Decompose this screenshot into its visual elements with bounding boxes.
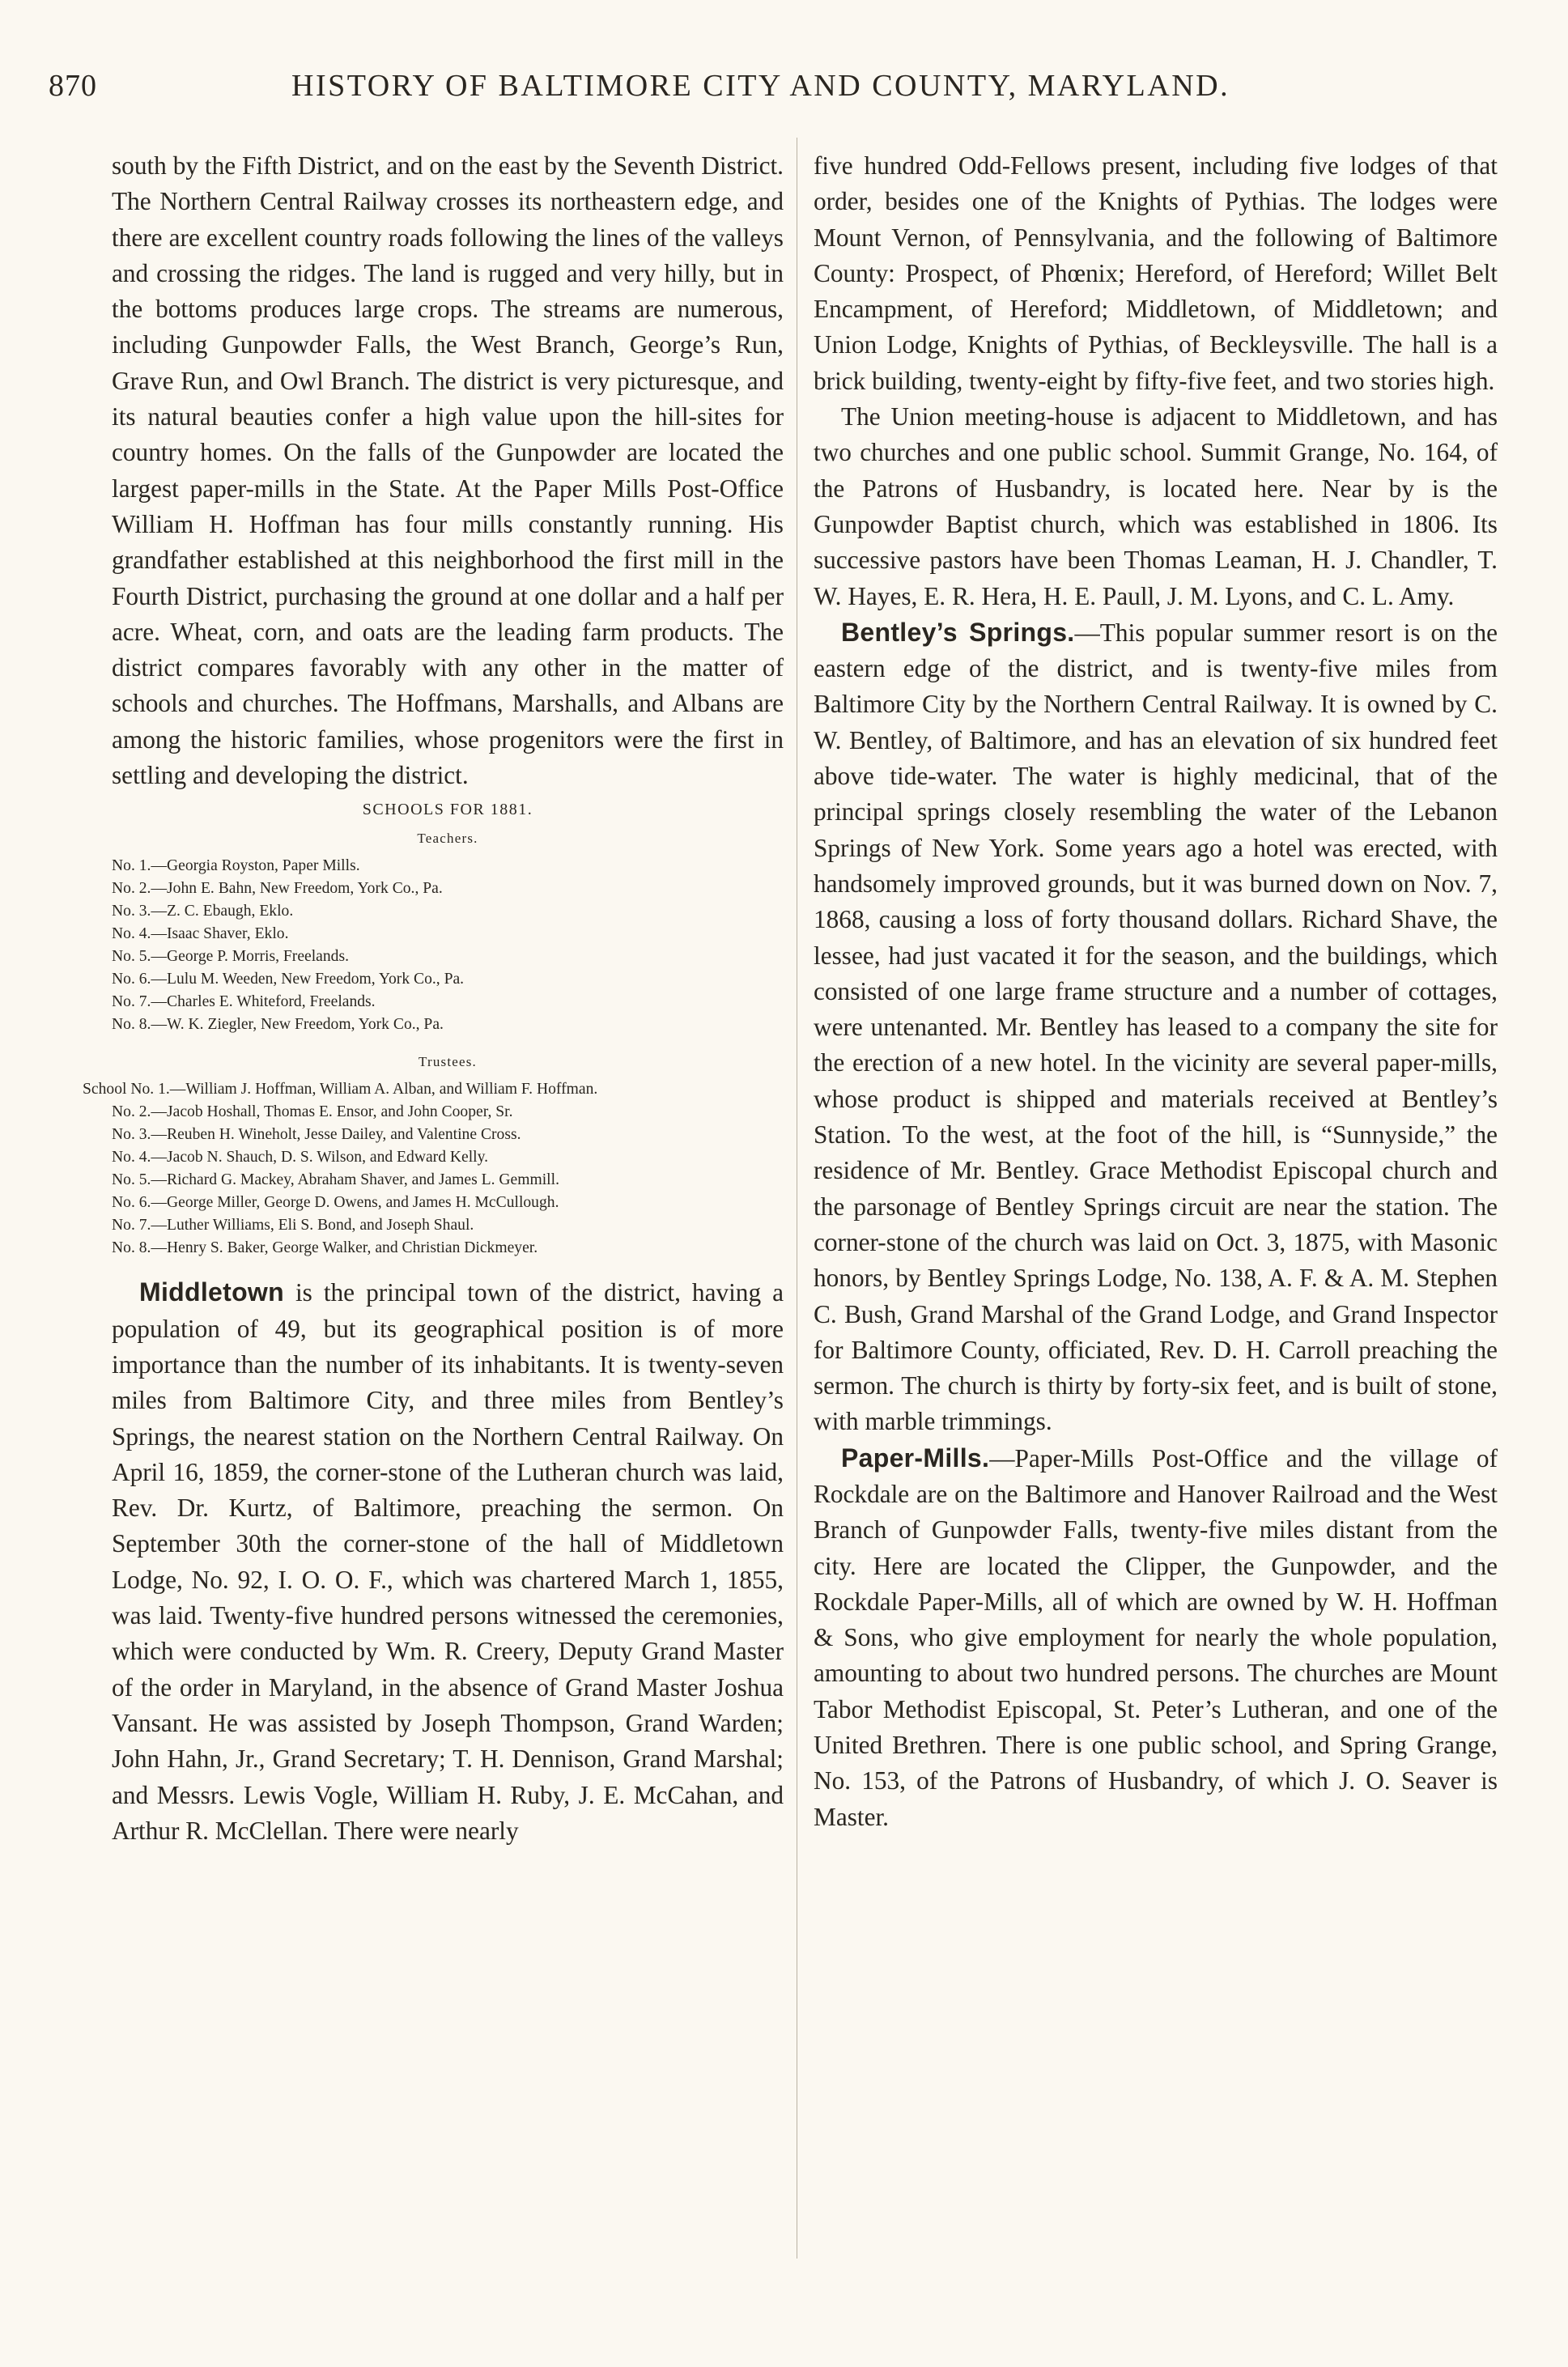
teacher-entry: No. 1.—Georgia Royston, Paper Mills. [112, 857, 360, 875]
trustees-list [83, 1078, 784, 1260]
trustee-entry: School No. 1.—William J. Hoffman, William A. Alban, and William F. Hoffman. [83, 1081, 598, 1099]
trustees-heading: Trustees. [418, 1054, 478, 1070]
teachers-heading: Teachers. [417, 831, 478, 847]
union-meeting-house-paragraph: The Union meeting-house is adjacent to Middletown, and has two churches and one public school. Summit Grange, No. 164, of the Patrons of Husbandry, is located here. Near by is the Gunpowder Baptist church, which was established in 1806. Its successive pastors have been Thomas Leaman, H. J. Chandler, T. W. Hayes, E. R. Hera, H. E. Paull, J. M. Lyons, and C. L. Amy. [814, 402, 1498, 610]
schools-title: SCHOOLS FOR 1881. [362, 801, 533, 819]
teacher-entry: No. 4.—Isaac Shaver, Eklo. [112, 925, 289, 943]
teacher-entry: No. 3.—Z. C. Ebaugh, Eklo. [112, 903, 294, 920]
left-column [83, 148, 784, 1849]
trustee-entry: No. 4.—Jacob N. Shauch, D. S. Wilson, and Edward Kelly. [112, 1149, 489, 1167]
middletown-text: is the principal town of the district, having a population of 49, but its geographical position is of more importance than the number of its inhabitants. It is twenty-seven miles from Baltimore City, and three miles from Bentley’s Springs, the nearest station on the Northern Central Railway. On April 16, 1859, the corner-stone of the Lutheran church was laid, Rev. Dr. Kurtz, of Baltimore, preaching the sermon. On September 30th the corner-stone of the hall of Middletown Lodge, No. 92, I. O. O. F., which was chartered March 1, 1855, was laid. Twenty-five hundred persons witnessed the ceremonies, which were conducted by Wm. R. Creery, Deputy Grand Master of the order in Maryland, in the absence of Grand Master Joshua Vansant. He was assisted by Joseph Thompson, Grand Warden; John Hahn, Jr., Grand Secretary; T. H. Dennison, Grand Marshal; and Messrs. Lewis Vogle, William H. Ruby, J. E. McCahan, and Arthur R. McClellan. There were nearly [112, 1278, 784, 1845]
page-header [49, 68, 1311, 110]
trustee-entry: No. 6.—George Miller, George D. Owens, and James H. McCullough. [112, 1194, 559, 1212]
teachers-list [112, 855, 784, 1036]
bentleys-springs-text: —This popular summer resort is on the eastern edge of the district, and is twenty-five miles from Baltimore City by the Northern Central Railway. It is owned by C. W. Bentley, of Baltimore, and has an elevation of six hundred feet above tide-water. The water is highly medicinal, that of the principal springs closely resembling the water of the Lebanon Springs of New York. Some years ago a hotel was erected, with handsomely improved grounds, but it was burned down on Nov. 7, 1868, causing a loss of forty thousand dollars. Richard Shave, the lessee, had just vacated it for the season, and the buildings, which consisted of one large frame structure and a number of cottages, were untenanted. Mr. Bentley has leased to a company the site for the erection of a new hotel. In the vicinity are several paper-mills, whose product is shipped and materials received at Bentley’s Station. To the west, at the foot of the hill, is “Sunnyside,” the residence of Mr. Bentley. Grace Methodist Episcopal church and the parsonage of Bentley Springs circuit are near the station. The corner-stone of the church was laid on Oct. 3, 1875, with Masonic honors, by Bentley Springs Lodge, No. 138, A. F. & A. M. Stephen C. Bush, Grand Marshal of the Grand Lodge, and Grand Inspector for Baltimore County, officiated, Rev. D. H. Carroll preaching the sermon. The church is thirty by forty-six feet, and is built of stone, with marble trimmings. [814, 618, 1498, 1436]
trustee-entry: No. 8.—Henry S. Baker, George Walker, and Christian Dickmeyer. [112, 1239, 538, 1257]
middletown-paragraph [112, 1274, 784, 1849]
paper-mills-paragraph [814, 1440, 1498, 1835]
schools-table [83, 798, 784, 1260]
odd-fellows-paragraph: five hundred Odd-Fellows present, including five lodges of that order, besides one of the Knights of Pythias. The lodges were Mount Vernon, of Pennsylvania, and the following of Baltimore County: Prospect, of Phœnix; Hereford, of Hereford; Willet Belt Encampment, of Hereford; Middletown, of Middletown; and Union Lodge, Knights of Pythias, of Beckleysville. The hall is a brick building, twenty-eight by fifty-five feet, and two stories high. [814, 151, 1498, 395]
district-description-paragraph: south by the Fifth District, and on the east by the Seventh District. The Northern Central Railway crosses its northeastern edge, and there are excellent country roads following the lines of the valleys and crossing the ridges. The land is rugged and very hilly, but in the bottoms produces large crops. The streams are numerous, including Gunpowder Falls, the West Branch, George’s Run, Grave Run, and Owl Branch. The district is very picturesque, and its natural beauties confer a high value upon the hill-sites for country homes. On the falls of the Gunpowder are located the largest paper-mills in the State. At the Paper Mills Post-Office William H. Hoffman has four mills constantly running. His grandfather established at this neighborhood the first mill in the Fourth District, purchasing the ground at one dollar and a half per acre. Wheat, corn, and oats are the leading farm products. The district compares favorably with any other in the matter of schools and churches. The Hoffmans, Marshalls, and Albans are among the historic families, whose progenitors were the first in settling and developing the district. [112, 151, 784, 790]
teacher-entry: No. 7.—Charles E. Whiteford, Freelands. [112, 993, 376, 1011]
paper-mills-heading: Paper-Mills. [841, 1443, 990, 1472]
trustee-entry: No. 2.—Jacob Hoshall, Thomas E. Ensor, and John Cooper, Sr. [112, 1103, 513, 1121]
trustee-entry: No. 7.—Luther Williams, Eli S. Bond, and Joseph Shaul. [112, 1217, 474, 1234]
bentleys-springs-paragraph [814, 614, 1498, 1440]
paper-mills-text: —Paper-Mills Post-Office and the village of Rockdale are on the Baltimore and Hanover Railroad and the West Branch of Gunpowder Falls, twenty-five miles distant from the city. Here are located the Clipper, the Gunpowder, and the Rockdale Paper-Mills, all of which are owned by W. H. Hoffman & Sons, who give employment for nearly the whole population, amounting to about two hundred persons. The churches are Mount Tabor Methodist Episcopal, St. Peter’s Lutheran, and one of the United Brethren. There is one public school, and Spring Grange, No. 153, of the Patrons of Husbandry, of which J. O. Seaver is Master. [814, 1443, 1498, 1831]
teacher-entry: No. 2.—John E. Bahn, New Freedom, York Co., Pa. [112, 880, 443, 898]
trustee-entry: No. 3.—Reuben H. Wineholt, Jesse Dailey, and Valentine Cross. [112, 1126, 521, 1144]
teacher-entry: No. 8.—W. K. Ziegler, New Freedom, York Co., Pa. [112, 1016, 444, 1034]
middletown-heading: Middletown [139, 1277, 284, 1307]
page-number: 870 [49, 69, 97, 103]
running-title: HISTORY OF BALTIMORE CITY AND COUNTY, MARYLAND. [291, 69, 1230, 103]
bentleys-springs-heading: Bentley’s Springs. [841, 617, 1075, 647]
teacher-entry: No. 5.—George P. Morris, Freelands. [112, 948, 349, 966]
right-column [814, 148, 1498, 1835]
teacher-entry: No. 6.—Lulu M. Weeden, New Freedom, York Co., Pa. [112, 971, 465, 988]
trustee-entry: No. 5.—Richard G. Mackey, Abraham Shaver, and James L. Gemmill. [112, 1171, 559, 1189]
